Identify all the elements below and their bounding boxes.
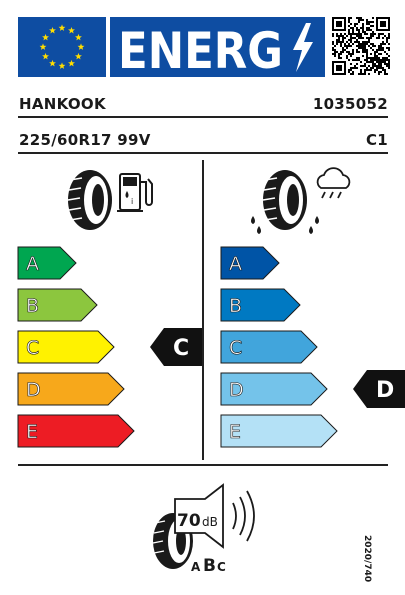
- fuel-class-e: [18, 415, 134, 447]
- wet-class-label: C: [229, 337, 243, 359]
- noise-class-letter: B: [203, 556, 216, 576]
- wet-class-label: D: [229, 379, 244, 401]
- fuel-class-c: [18, 331, 114, 363]
- wet-class-label: A: [229, 253, 242, 275]
- wet-class-b: [221, 289, 300, 321]
- fuel-class-label: A: [26, 253, 39, 275]
- svg-text:ⅰ: ⅰ: [131, 197, 134, 206]
- energy-title: [110, 17, 325, 77]
- wet-class-c: [221, 331, 317, 363]
- rain-cloud-icon: [318, 168, 350, 198]
- wet-class-e: [221, 415, 337, 447]
- noise-unit: dB: [202, 515, 218, 529]
- noise-class-letter: A: [191, 560, 201, 574]
- brand-name: HANKOOK: [19, 95, 106, 113]
- sound-waves-icon: [233, 491, 254, 541]
- fuel-class-label: C: [26, 337, 40, 359]
- wet-class-d: [221, 373, 327, 405]
- wet-grip-scale: [203, 240, 405, 455]
- wet-rating-value: D: [376, 378, 395, 403]
- tyre-size: 225/60R17 99V: [19, 131, 151, 149]
- noise-class: [191, 556, 226, 576]
- qr-code: [332, 17, 390, 75]
- wet-class-a: [221, 247, 279, 279]
- tyre-icon: [68, 170, 112, 230]
- wet-class-label: E: [229, 421, 242, 443]
- model-identifier: 1035052: [312, 95, 388, 113]
- fuel-class-a: [18, 247, 76, 279]
- wet-rating-badge: [353, 370, 405, 408]
- regulation-number: 2020/740: [362, 535, 372, 583]
- noise-class-letter: C: [217, 560, 226, 574]
- wet-class-label: B: [229, 295, 243, 317]
- fuel-pump-icon: [117, 174, 152, 211]
- eu-flag-icon: [18, 17, 106, 77]
- fuel-rating-badge: [150, 328, 202, 366]
- fuel-class-b: [18, 289, 97, 321]
- fuel-class-label: E: [26, 421, 39, 443]
- fuel-class-d: [18, 373, 124, 405]
- tyre-icon: [263, 170, 307, 230]
- fuel-efficiency-icon: [60, 160, 160, 236]
- noise-section: [145, 483, 265, 578]
- fuel-rating-value: C: [173, 336, 190, 361]
- fuel-class-label: B: [26, 295, 40, 317]
- tyre-class: C1: [365, 131, 388, 149]
- wet-grip-icon: [245, 160, 360, 238]
- fuel-class-label: D: [26, 379, 41, 401]
- fuel-efficiency-scale: [0, 240, 202, 455]
- energy-word: ENERG: [118, 22, 283, 77]
- noise-value: 70: [177, 511, 201, 531]
